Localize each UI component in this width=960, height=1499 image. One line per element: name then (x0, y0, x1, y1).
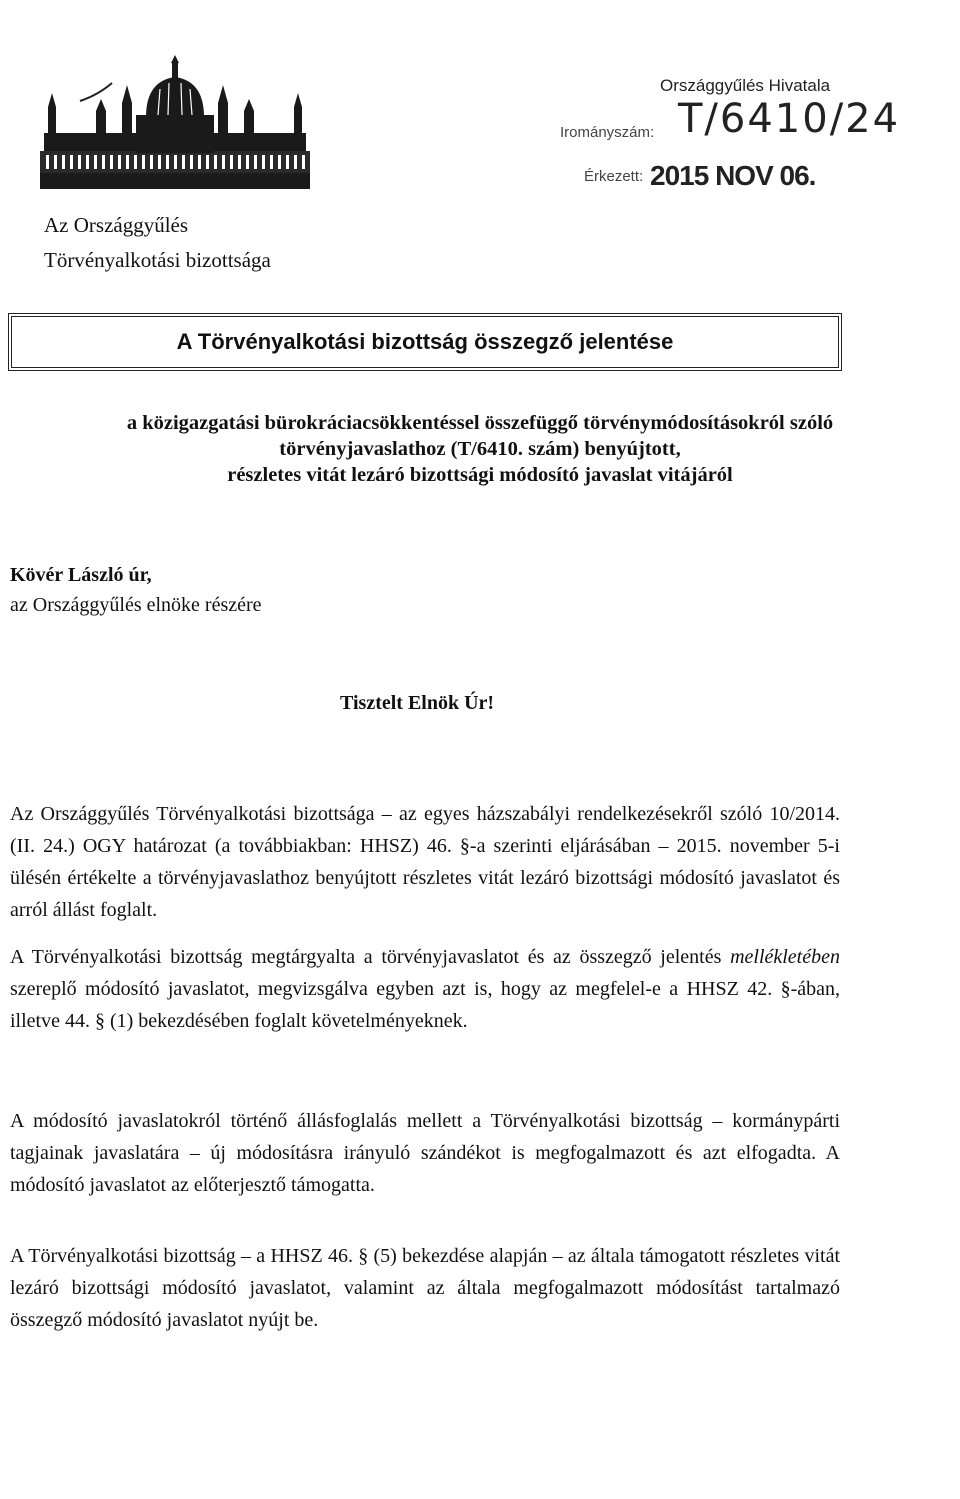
org-name-line2: Törvényalkotási bizottsága (44, 248, 271, 272)
body-paragraph-1 (10, 798, 840, 926)
stamp-registration-number: T/6410/24 (678, 96, 901, 142)
paragraph-3-text: A módosító javaslatokról történő állásfoglalás mellett a Törvényalkotási bizottság – kormánypárti tagjainak javaslatára – új módosításra irányuló szándékot is megfogalmazott és azt elfogadta. A módosító javaslatot az előterjesztő támogatta. (10, 1110, 840, 1196)
stamp-received-label: Érkezett: (584, 168, 644, 185)
stamp-registration-label: Irományszám: (560, 124, 655, 141)
report-title: A Törvényalkotási bizottság összegző jelentése (176, 329, 674, 354)
salutation: Tisztelt Elnök Úr! (340, 692, 495, 714)
parliament-building-logo (40, 55, 310, 195)
paragraph-1-text: Az Országgyűlés Törvényalkotási bizottsága – az egyes házszabályi rendelkezésekről szóló 10/2014. (II. 24.) OGY határozat (a továbbiakban: HHSZ) 46. §-a szerinti eljárásában – 2015. november 5-i ülésén értékelte a törvényjavaslathoz benyújtott részletes vitát lezáró bizottsági módosító javaslatot és arról állást foglalt. (10, 803, 840, 921)
addressee-role: az Országgyűlés elnöke részére (10, 594, 262, 616)
paragraph-2-end: szereplő módosító javaslatot, megvizsgálva egyben azt is, hogy az megfelel-e a HHSZ 42. §-ában, illetve 44. § (1) bekezdésében foglalt követelményeknek. (10, 978, 840, 1032)
paragraph-2-start: A Törvényalkotási bizottság megtárgyalta a törvényjavaslatot és az összegző jelentés (10, 946, 731, 968)
paragraph-4-text: A Törvényalkotási bizottság – a HHSZ 46. § (5) bekezdése alapján – az általa támogatott részletes vitát lezáró bizottsági módosító javaslatot, valamint az általa megfogalmazott módosítást tartalmazó összegző módosító javaslatot nyújt be. (10, 1245, 840, 1331)
subject-line-2: törvényjavaslathoz (T/6410. szám) benyújtott, (279, 438, 681, 460)
subject-line-3: részletes vitát lezáró bizottsági módosító javaslat vitájáról (227, 464, 733, 486)
paragraph-2-italic: mellékletében (730, 946, 840, 968)
stamp-office: Országgyűlés Hivatala (660, 76, 831, 95)
subject-line-1: a közigazgatási bürokráciacsökkentéssel összefüggő törvénymódosításokról szóló (126, 412, 834, 434)
stamp-received-date: 2015 NOV 06. (650, 160, 816, 191)
body-paragraph-2 (10, 941, 840, 1037)
addressee-block (10, 560, 262, 620)
org-name-line1: Az Országgyűlés (44, 213, 189, 237)
body-paragraph-4 (10, 1240, 840, 1336)
addressee-name: Kövér László úr, (10, 564, 152, 586)
report-title-box (8, 313, 842, 371)
body-paragraph-3 (10, 1105, 840, 1201)
report-subject (10, 410, 950, 488)
paragraph-2-text (10, 941, 840, 1037)
